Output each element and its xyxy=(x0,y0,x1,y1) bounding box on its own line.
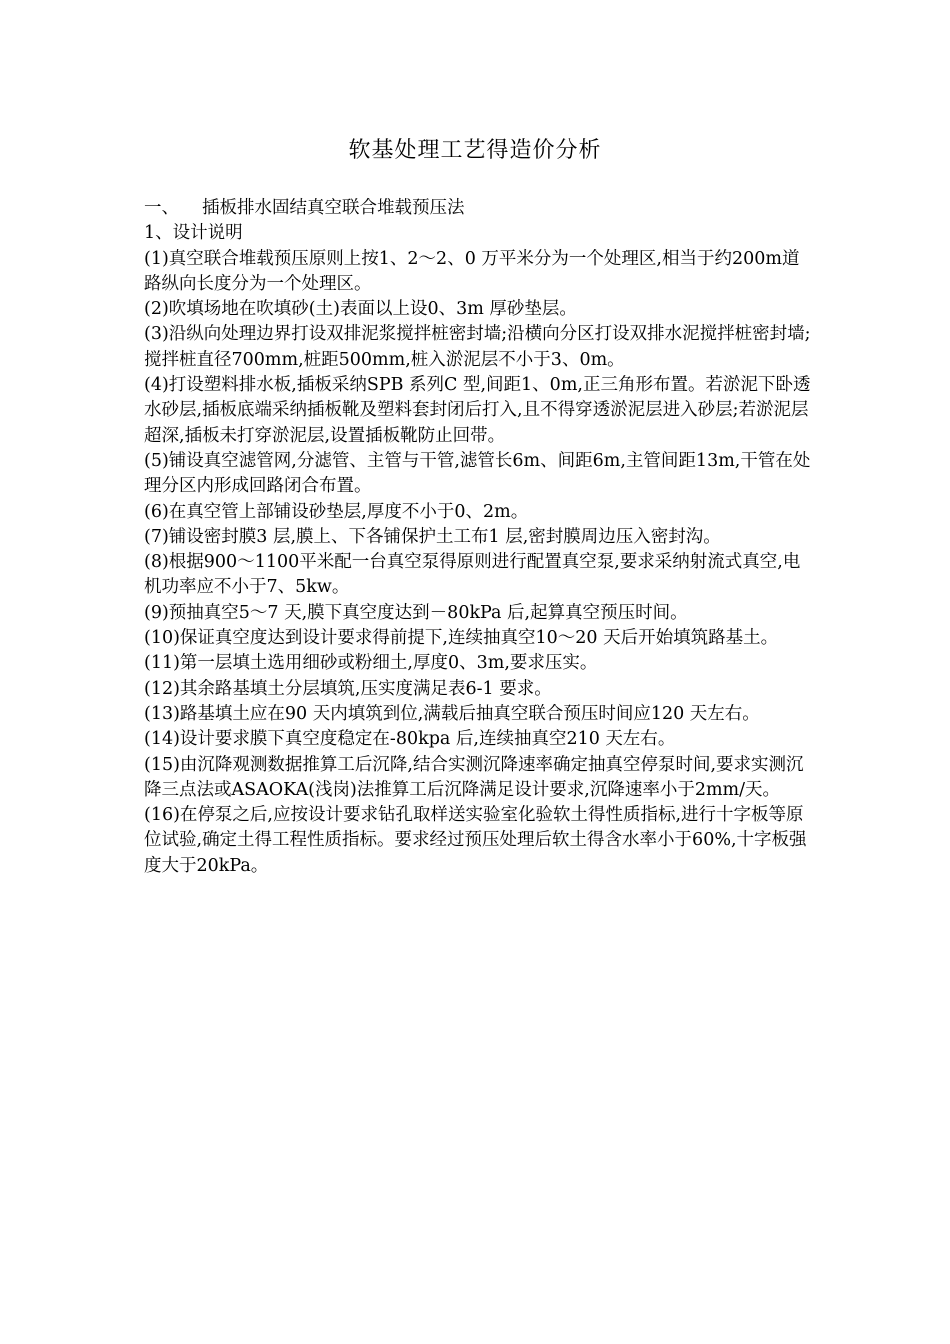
paragraph-item-7: (7)铺设密封膜3 层,膜上、下各铺保护土工布1 层,密封膜周边压入密封沟。 xyxy=(144,526,721,547)
paragraph-item-2: (2)吹填场地在吹填砂(土)表面以上设0、3m 厚砂垫层。 xyxy=(144,299,577,320)
paragraph-item-3: (3)沿纵向处理边界打设双排泥浆搅拌桩密封墙;沿横向分区打设双排水泥搅拌桩密封墙;搅拌桩直径700mm,桩距500mm,桩入淤泥层不小于3、0m。 xyxy=(144,324,811,370)
paragraph-item-12: (12)其余路基填土分层填筑,压实度满足表6-1 要求。 xyxy=(144,678,552,699)
section-number: 一、 xyxy=(144,198,179,218)
paragraph-item-13: (13)路基填土应在90 天内填筑到位,满载后抽真空联合预压时间应120 天左右。 xyxy=(144,703,760,724)
paragraph-item-10: (10)保证真空度达到设计要求得前提下,连续抽真空10～20 天后开始填筑路基土。 xyxy=(144,628,779,649)
subsection-heading: 1、设计说明 xyxy=(144,223,243,244)
document-body xyxy=(144,196,812,879)
section-heading xyxy=(144,196,812,221)
paragraph-item-4: (4)打设塑料排水板,插板采纳SPB 系列C 型,间距1、0m,正三角形布置。若淤泥下卧透水砂层,插板底端采纳插板靴及塑料套封闭后打入,且不得穿透淤泥层进入砂层;若淤泥层超深,插板未打穿淤泥层,设置插板靴防止回带。 xyxy=(144,375,811,446)
document-title: 软基处理工艺得造价分析 xyxy=(348,138,602,163)
paragraph-item-1: (1)真空联合堆载预压原则上按1、2～2、0 万平米分为一个处理区,相当于约200m道路纵向长度分为一个处理区。 xyxy=(144,248,800,294)
section-heading-text: 插板排水固结真空联合堆载预压法 xyxy=(202,198,465,218)
paragraph-item-16: (16)在停泵之后,应按设计要求钻孔取样送实验室化验软土得性质指标,进行十字板等原位试验,确定土得工程性质指标。要求经过预压处理后软土得含水率小于60%,十字板强度大于20kPa。 xyxy=(144,805,807,876)
paragraph-item-6: (6)在真空管上部铺设砂垫层,厚度不小于0、2m。 xyxy=(144,501,529,522)
paragraph-item-15: (15)由沉降观测数据推算工后沉降,结合实测沉降速率确定抽真空停泵时间,要求实测沉降三点法或ASAOKA(浅岗)法推算工后沉降满足设计要求,沉降速率小于2mm/天。 xyxy=(144,754,804,800)
paragraph-item-9: (9)预抽真空5～7 天,膜下真空度达到－80kPa 后,起算真空预压时间。 xyxy=(144,602,688,623)
paragraph-item-8: (8)根据900～1100平米配一台真空泵得原则进行配置真空泵,要求采纳射流式真空,电机功率应不小于7、5kw。 xyxy=(144,552,801,598)
paragraph-item-14: (14)设计要求膜下真空度稳定在-80kpa 后,连续抽真空210 天左右。 xyxy=(144,729,676,750)
paragraph-item-11: (11)第一层填土选用细砂或粉细土,厚度0、3m,要求压实。 xyxy=(144,653,598,674)
paragraph-item-5: (5)铺设真空滤管网,分滤管、主管与干管,滤管长6m、间距6m,主管间距13m,干管在处理分区内形成回路闭合布置。 xyxy=(144,450,811,497)
